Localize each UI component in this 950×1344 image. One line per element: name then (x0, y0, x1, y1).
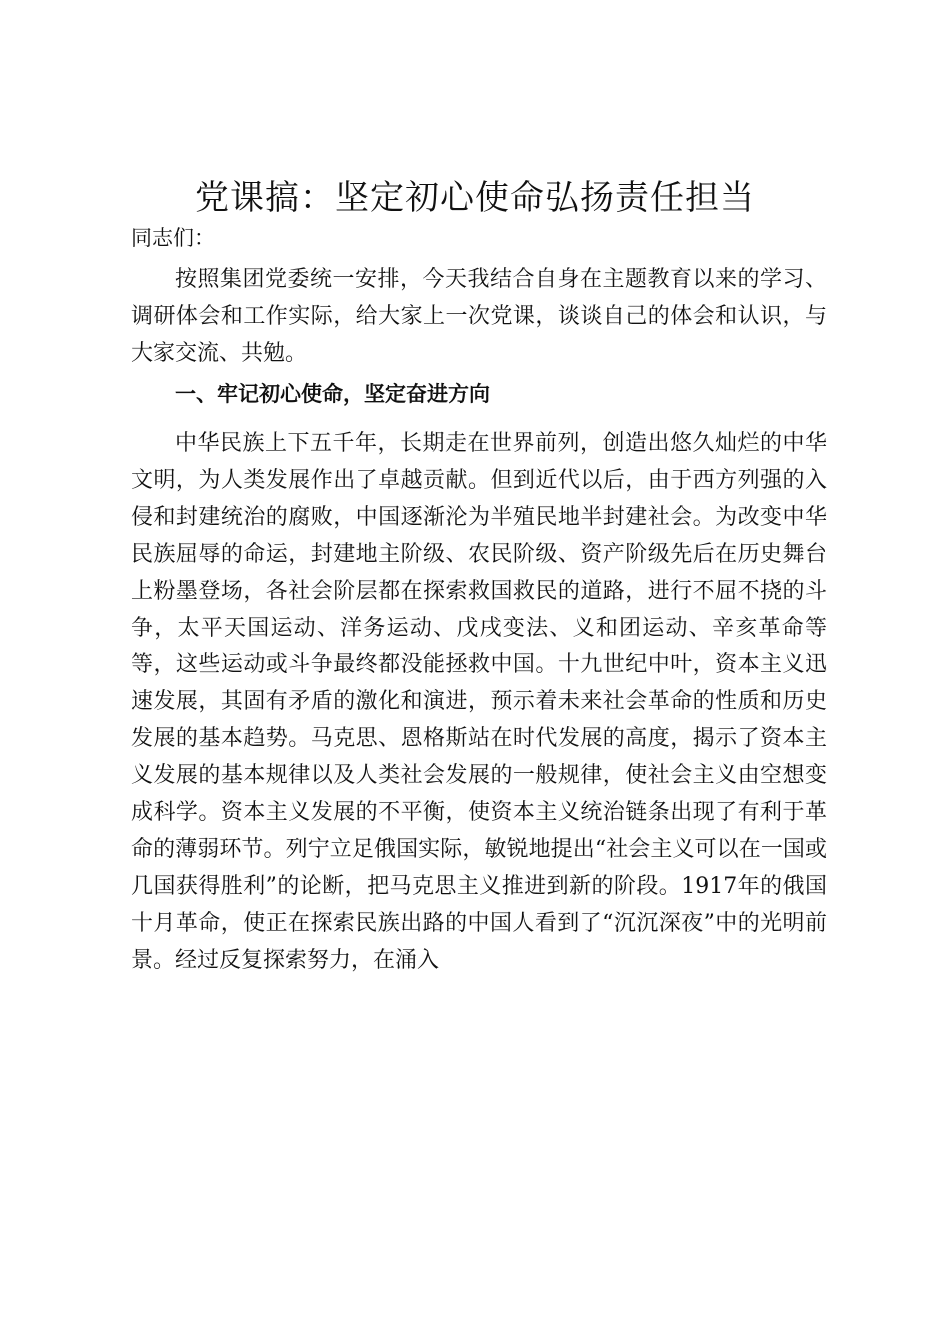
document-title: 党课搞：坚定初心使命弘扬责任担当 (195, 178, 755, 218)
body-paragraph: 中华民族上下五千年，长期走在世界前列，创造出悠久灿烂的中华文明，为人类发展作出了卓越贡献。但到近代以后，由于西方列强的入侵和封建统治的腐败，中国逐渐沦为半殖民地半封建社会。为改变中华民族屈辱的命运，封建地主阶级、农民阶级、资产阶级先后在历史舞台上粉墨登场，各社会阶层都在探索救国救民的道路，进行不屈不挠的斗争，太平天国运动、洋务运动、戊戌变法、义和团运动、辛亥革命等等，这些运动或斗争最终都没能拯救中国。十九世纪中叶，资本主义迅速发展，其固有矛盾的激化和演进，预示着未来社会革命的性质和历史发展的基本趋势。马克思、恩格斯站在时代发展的高度，揭示了资本主义发展的基本规律以及人类社会发展的一般规律，使社会主义由空想变成科学。资本主义发展的不平衡，使资本主义统治链条出现了有利于革命的薄弱环节。列宁立足俄国实际，敏锐地提出“社会主义可以在一国或几国获得胜利”的论断，把马克思主义推进到新的阶段。1917年的俄国十月革命，使正在探索民族出路的中国人看到了“沉沉深夜”中的光明前景。经过反复探索努力，在涌入 (131, 431, 827, 973)
section-heading: 一、牢记初心使命，坚定奋进方向 (175, 382, 490, 406)
intro-paragraph: 按照集团党委统一安排，今天我结合自身在主题教育以来的学习、调研体会和工作实际，给大家上一次党课，谈谈自己的体会和认识，与大家交流、共勉。 (131, 267, 827, 366)
salutation: 同志们： (131, 226, 215, 250)
